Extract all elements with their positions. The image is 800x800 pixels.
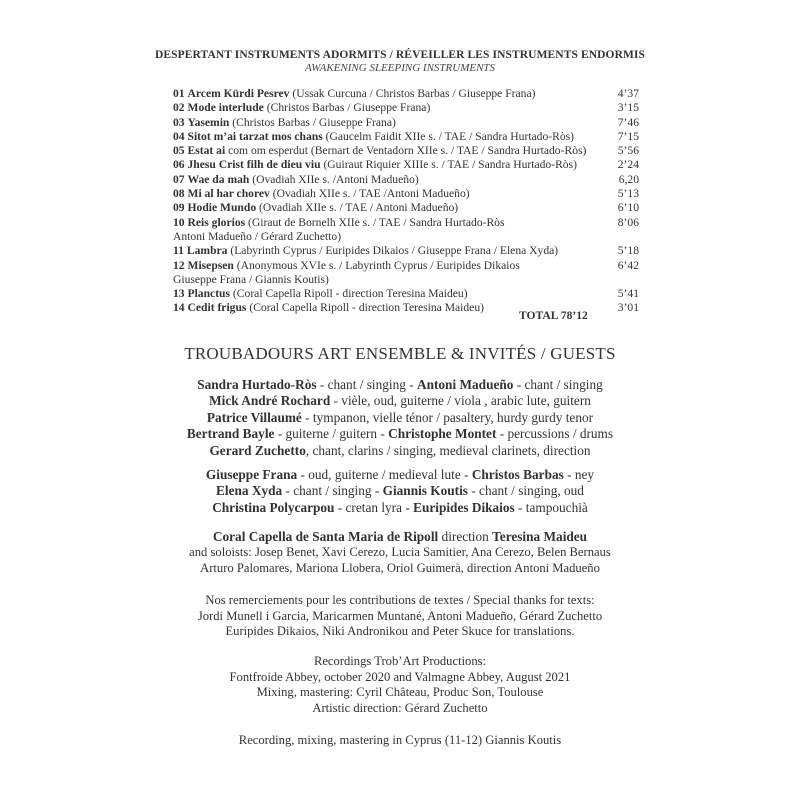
performer-name: Christophe Montet — [388, 426, 497, 442]
recordings-line: Mixing, mastering: Cyril Château, Produc Son, Toulouse — [256, 685, 544, 700]
track-row — [173, 116, 639, 130]
track-title: Arcem Kürdi Pesrev — [187, 87, 290, 100]
track-row — [173, 187, 639, 201]
track-credits: (Giraut de Bornelh XIIe s. / TAE / Sandra Hurtado-Ròs — [248, 215, 505, 229]
track-credits: (Ovadiah XIIe s. / TAE /Antoni Madueño) — [272, 187, 470, 201]
performer-role: - tympanon, vielle ténor / pasaltery, hurdy gurdy tenor — [301, 409, 594, 425]
ensemble-line — [0, 393, 800, 409]
track-duration: 8’06 — [617, 215, 639, 229]
performer-name: Christina Polycarpou — [212, 499, 335, 515]
ensemble-line — [0, 426, 800, 442]
track-number: 08 — [173, 187, 185, 201]
album-title: DESPERTANT INSTRUMENTS ADORMITS / RÉVEILLER LES INSTRUMENTS ENDORMIS — [154, 49, 646, 61]
track-row — [173, 216, 639, 230]
track-duration: 2’24 — [617, 158, 639, 172]
track-title: Cedit frigus — [187, 301, 247, 315]
track-number: 12 — [173, 258, 185, 272]
performer-role: - chant / singing, oud — [467, 483, 584, 499]
choir-role: direction — [438, 529, 493, 544]
recordings-line: Artistic direction: Gérard Zuchetto — [312, 700, 488, 715]
track-credits: (Gaucelm Faidit XIIe s. / TAE / Sandra Hurtado-Ròs) — [325, 129, 575, 143]
track-duration: 6’42 — [617, 258, 639, 272]
track-row — [173, 201, 639, 215]
track-credits: (Christos Barbas / Giuseppe Frana) — [266, 101, 431, 115]
track-title: Mi al har chorev — [187, 187, 270, 201]
track-duration: 7’46 — [617, 115, 639, 129]
track-number: 13 — [173, 287, 185, 301]
track-row — [173, 244, 639, 258]
performer-role: - guiterne / guitern - — [274, 426, 389, 442]
track-number: 06 — [173, 158, 185, 172]
track-title: Jhesu Crist filh de dieu viu — [187, 158, 321, 172]
choir-soloists: and soloists: Josep Benet, Xavi Cerezo, Lucia Samitier, Ana Cerezo, Belen Bernaus — [189, 545, 611, 560]
performer-role: - chant / singing - — [282, 483, 383, 499]
track-title: Planctus — [187, 287, 231, 301]
track-credits: (Ussak Curcuna / Christos Barbas / Giuseppe Frana) — [292, 87, 536, 100]
ensemble-line — [0, 443, 800, 459]
thanks-line: Euripides Dikaios, Niki Andronikou and Peter Skuce for translations. — [225, 624, 575, 639]
track-row — [173, 101, 639, 115]
performer-name: Bertrand Bayle — [186, 426, 275, 442]
track-title: Misepsen — [187, 258, 234, 272]
recordings-line: Fontfroide Abbey, october 2020 and Valmagne Abbey, August 2021 — [229, 669, 571, 684]
performer-name: Antoni Madueño — [416, 377, 514, 392]
track-title: Mode interlude — [187, 101, 264, 115]
performer-role: - ney — [563, 467, 595, 482]
performer-name: Sandra Hurtado-Ròs — [197, 377, 317, 392]
track-credits-continuation: Antoni Madueño / Gérard Zuchetto) — [173, 229, 342, 243]
track-duration: 5’18 — [617, 244, 639, 258]
track-duration: 6’10 — [617, 201, 639, 215]
choir-name: Coral Capella de Santa Maria de Ripoll — [212, 529, 439, 544]
track-title: Lambra — [186, 244, 228, 258]
performer-role: - chant / singing — [513, 377, 603, 392]
track-credits: (Coral Capella Ripoll - direction Teresina Maideu) — [232, 287, 468, 301]
performer-name: Euripides Dikaios — [413, 499, 515, 515]
recordings-line: Recordings Trob’Art Productions: — [313, 654, 487, 668]
guest-performers — [0, 467, 800, 516]
track-credits-continuation: Giuseppe Frana / Giannis Koutis) — [173, 272, 329, 286]
track-credits: (Guiraut Riquier XIIIe s. / TAE / Sandra Hurtado-Ròs) — [323, 158, 577, 172]
performer-name: Mick André Rochard — [209, 393, 331, 409]
track-list — [173, 87, 639, 316]
performer-name: Gerard Zuchetto — [209, 442, 306, 458]
track-row — [173, 130, 639, 144]
track-row — [173, 173, 639, 187]
track-number: 04 — [173, 129, 185, 143]
performer-name: Elena Xyda — [216, 483, 283, 499]
track-duration: 3’15 — [617, 101, 639, 115]
ensemble-line — [0, 410, 800, 426]
track-credits: (Coral Capella Ripoll - direction Teresina Maideu) — [249, 301, 484, 315]
performer-role: - tampouchià — [514, 499, 588, 515]
performer-role: - chant / singing - — [316, 377, 417, 392]
track-credits: (Labyrinth Cyprus / Euripides Dikaios / Giuseppe Frana / Elena Xyda) — [230, 244, 559, 258]
performer-name: Giannis Koutis — [382, 483, 468, 499]
track-duration: 5’13 — [617, 187, 639, 201]
performer-name: Christos Barbas — [471, 467, 564, 482]
performer-role: - vièle, oud, guiterne / viola , arabic lute, guitern — [330, 393, 591, 409]
track-title: Reis glorios — [187, 215, 246, 229]
choir-line — [0, 529, 800, 545]
track-duration: 6,20 — [618, 172, 639, 186]
track-number: 03 — [173, 115, 185, 129]
track-duration: 5’56 — [617, 144, 639, 158]
thanks-section — [0, 593, 800, 640]
track-number: 01 — [173, 87, 185, 100]
track-number: 05 — [173, 144, 185, 158]
guest-line — [0, 483, 800, 499]
track-row — [173, 287, 639, 301]
cyprus-line: Recording, mixing, mastering in Cyprus (11-12) Giannis Koutis — [238, 733, 562, 747]
track-credits: (Ovadiah XIIe s. /Antoni Madueño) — [252, 172, 419, 186]
album-subtitle: AWAKENING SLEEPING INSTRUMENTS — [304, 62, 496, 74]
thanks-line: Nos remerciements pour les contributions de textes / Special thanks for texts: — [205, 593, 595, 607]
track-title: Wae da mah — [187, 172, 250, 186]
track-number: 10 — [173, 215, 185, 229]
track-duration: 4’37 — [617, 87, 639, 100]
ensemble-heading: TROUBADOURS ART ENSEMBLE & INVITÉS / GUESTS — [184, 344, 616, 363]
track-credits: com om esperdut (Bernart de Ventadorn XIIe s. / TAE / Sandra Hurtado-Ròs) — [228, 144, 587, 158]
recordings-section — [0, 654, 800, 716]
track-credits: (Christos Barbas / Giuseppe Frana) — [232, 115, 396, 129]
track-row — [173, 259, 639, 273]
track-credits: (Ovadiah XIIe s. / TAE / Antoni Madueño) — [259, 201, 459, 215]
track-duration: 5’41 — [617, 287, 639, 301]
track-row — [173, 144, 639, 158]
track-number: 09 — [173, 201, 185, 215]
cyprus-recording-credit — [0, 733, 800, 749]
thanks-line: Jordi Munell i Garcia, Maricarmen Muntané, Antoni Madueño, Gérard Zuchetto — [197, 608, 603, 623]
track-duration: 3’01 — [617, 301, 639, 315]
ensemble-members — [0, 377, 800, 459]
track-row — [173, 87, 639, 101]
choir-soloists: Arturo Palomares, Mariona Llobera, Oriol Guimerà, direction Antoni Madueño — [200, 561, 600, 575]
track-number: 02 — [173, 101, 185, 115]
track-title: Sitot m’ai tarzat mos chans — [187, 129, 323, 143]
guest-line — [0, 467, 800, 483]
track-title: Hodie Mundo — [187, 201, 257, 215]
total-duration: TOTAL 78’12 — [519, 309, 588, 322]
choir-director: Teresina Maideu — [492, 529, 588, 544]
track-row — [173, 158, 639, 172]
track-duration: 7’15 — [617, 129, 639, 143]
performer-name: Giuseppe Frana — [205, 467, 298, 482]
performer-role: - percussions / drums — [496, 426, 614, 442]
track-number: 14 — [173, 301, 185, 315]
performer-name: Patrice Villaumé — [206, 409, 302, 425]
guest-line — [0, 500, 800, 516]
track-number: 07 — [173, 172, 185, 186]
track-title: Yasemin — [187, 115, 230, 129]
track-number: 11 — [173, 244, 184, 258]
performer-role: - cretan lyra - — [334, 499, 414, 515]
choir-credits — [0, 529, 800, 577]
track-title: Estat ai — [187, 144, 226, 158]
track-credits: (Anonymous XVIe s. / Labyrinth Cyprus / Euripides Dikaios — [236, 258, 520, 272]
performer-role: , chant, clarins / singing, medieval clarinets, direction — [305, 442, 591, 458]
performer-role: - oud, guiterne / medieval lute - — [297, 467, 472, 482]
ensemble-line — [0, 377, 800, 393]
